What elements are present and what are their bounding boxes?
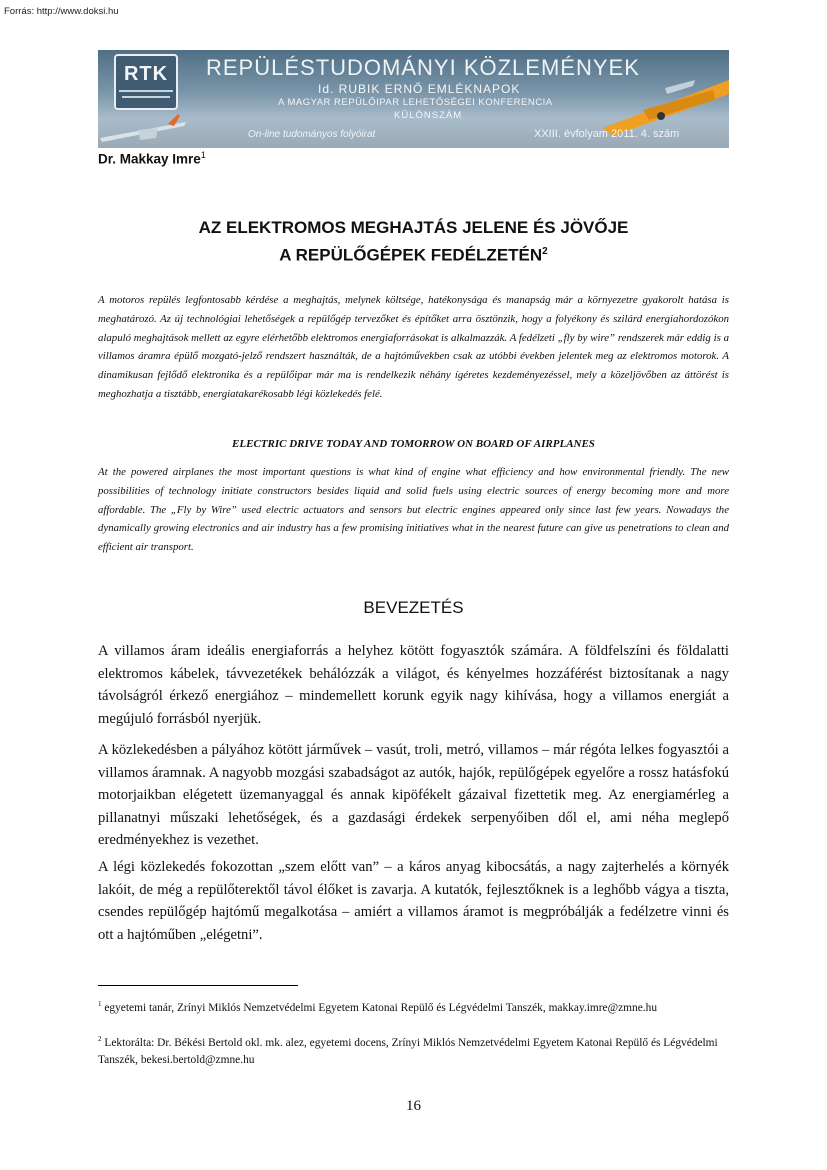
- footnote-2: $^2$ Lektorálta: Dr. Békési Bertold okl. mk. alez, egyetemi docens, Zrínyi Miklós Nemzetvédelmi Egyetem Katonai Repülő és Légvédelmi Tanszék, bekesi.bertold@zmne.hu: [98, 1035, 718, 1067]
- article-title-line-1: AZ ELEKTROMOS MEGHAJTÁS JELENE ÉS JÖVŐJE: [198, 218, 629, 237]
- title-footnote-mark: 2: [542, 246, 548, 257]
- abstract-hungarian: A motoros repülés legfontosabb kérdése a meghajtás, melynek költsége, hatékonysága és manapság már a környezetre gyakorolt hatása is meghatározó. Az új technológiai lehetőségek a repülőgép tervezőket és építőket arra ösztönzik, hogy a folyékony és szilárd energiahordozókon alapuló meghajtások mellett az egyre elérhetőbb elektromos energiaforrásokat is alkalmazzák. A fedélzeti „fly by wire” rendszerek már eddig is a villamos áramra épülő mozgató-jelző rendszert használták, de a hajtóművekben csak az utóbbi években jelentek meg az elektromos motorok. A dinamikusan fejlődő elektronika és a repülőipar már ma is rendelkezik néhány ígéretes kezdeményezéssel, mely a közeljövőben az áttörést is meghozhatja a tisztább, energiatakarékosabb légi közlekedés felé.: [98, 294, 729, 400]
- page-number: 16: [406, 1098, 421, 1114]
- banner-special-issue: KÜLÖNSZÁM: [394, 110, 463, 121]
- footnote-1: $^1$ egyetemi tanár, Zrínyi Miklós Nemzetvédelmi Egyetem Katonai Repülő és Légvédelmi Tanszék, makkay.imre@zmne.hu: [98, 1000, 658, 1014]
- banner-conference: A MAGYAR REPÜLŐIPAR LEHETŐSÉGEI KONFERENCIA: [278, 97, 553, 108]
- paragraph-1: A villamos áram ideális energiaforrás a helyhez kötött fogyasztók számára. A földfelszíni és földalatti elektromos kábelek, távvezetékek behálózzák a világot, és kényelmes hozzáférést biztosítanak a nagy távolságról érkező energiához – mindemellett korunk egyik nagy kihívása, hogy a villamos energiát a megújuló forrásból nyerjük.: [98, 643, 729, 727]
- journal-logo: [114, 54, 178, 110]
- footnote-divider: [98, 985, 298, 986]
- paragraph-2: A közlekedésben a pályához kötött járművek – vasút, troli, metró, villamos – már régóta lelkes fogyasztói a villamos áramnak. A nagyobb mozgási szabadságot az autók, hajók, repülőgépek egyelőre a rossz hatásfokú motorjaikban elégetett üzemanyaggal és annak kipöfékelt gázaival fizettetik meg. Az energiamérleg a pillanatnyi műszaki lehetőségek, és a gazdasági érdekek serpenyőiben dől el, ami néha meglepő eredményekhez is vezethet.: [98, 742, 729, 848]
- glider-image: [98, 108, 188, 148]
- logo-text: RTK: [123, 63, 169, 85]
- section-title: BEVEZETÉS: [363, 598, 464, 617]
- banner-online: On-line tudományos folyóirat: [248, 129, 376, 140]
- article-title-line-2: A REPÜLŐGÉPEK FEDÉLZETÉN$^2$: [279, 245, 548, 265]
- author-name: Dr. Makkay Imre$^1$: [98, 150, 206, 167]
- banner-issue: XXIII. évfolyam 2011. 4. szám: [534, 128, 680, 140]
- source-line: Forrás: http://www.doksi.hu: [4, 6, 119, 17]
- abstract-english: At the powered airplanes the most important questions is what kind of engine what efficiency and how environmental friendly. The new possibilities of technology initiate constructors besides liquid and solid fuels using electric sources of energy becoming more and more affordable. The „Fly by Wire” used electric actuators and sensors but electric engines appeared only since last few years. Nowadays the dynamically growing electronics and air industry has a few promising initiatives what in the nearest future can give us penetrations to clean and efficient air transport.: [98, 466, 729, 554]
- author-footnote-mark: 1: [200, 150, 206, 160]
- paragraph-3: A légi közlekedés fokozottan „szem előtt van” – a káros anyag kibocsátás, a nagy zajterhelés a környék lakóit, de még a repülőterektől távol élőket is zavarja. A kutatók, fejlesztőknek is a leghőbb vágya a tiszta, csendes repülőgép hajtómű megalkotása – amiért a villamos áramot is megpróbálják a fedélzetre vinni és ott a hajtóműben „elégetni”.: [98, 859, 729, 943]
- banner-subtitle: Id. RUBIK ERNŐ EMLÉKNAPOK: [318, 82, 521, 96]
- journal-banner: [98, 50, 729, 148]
- journal-title: REPÜLÉSTUDOMÁNYI KÖZLEMÉNYEK: [206, 55, 640, 80]
- english-title: ELECTRIC DRIVE TODAY AND TOMORROW ON BOARD OF AIRPLANES: [232, 438, 595, 450]
